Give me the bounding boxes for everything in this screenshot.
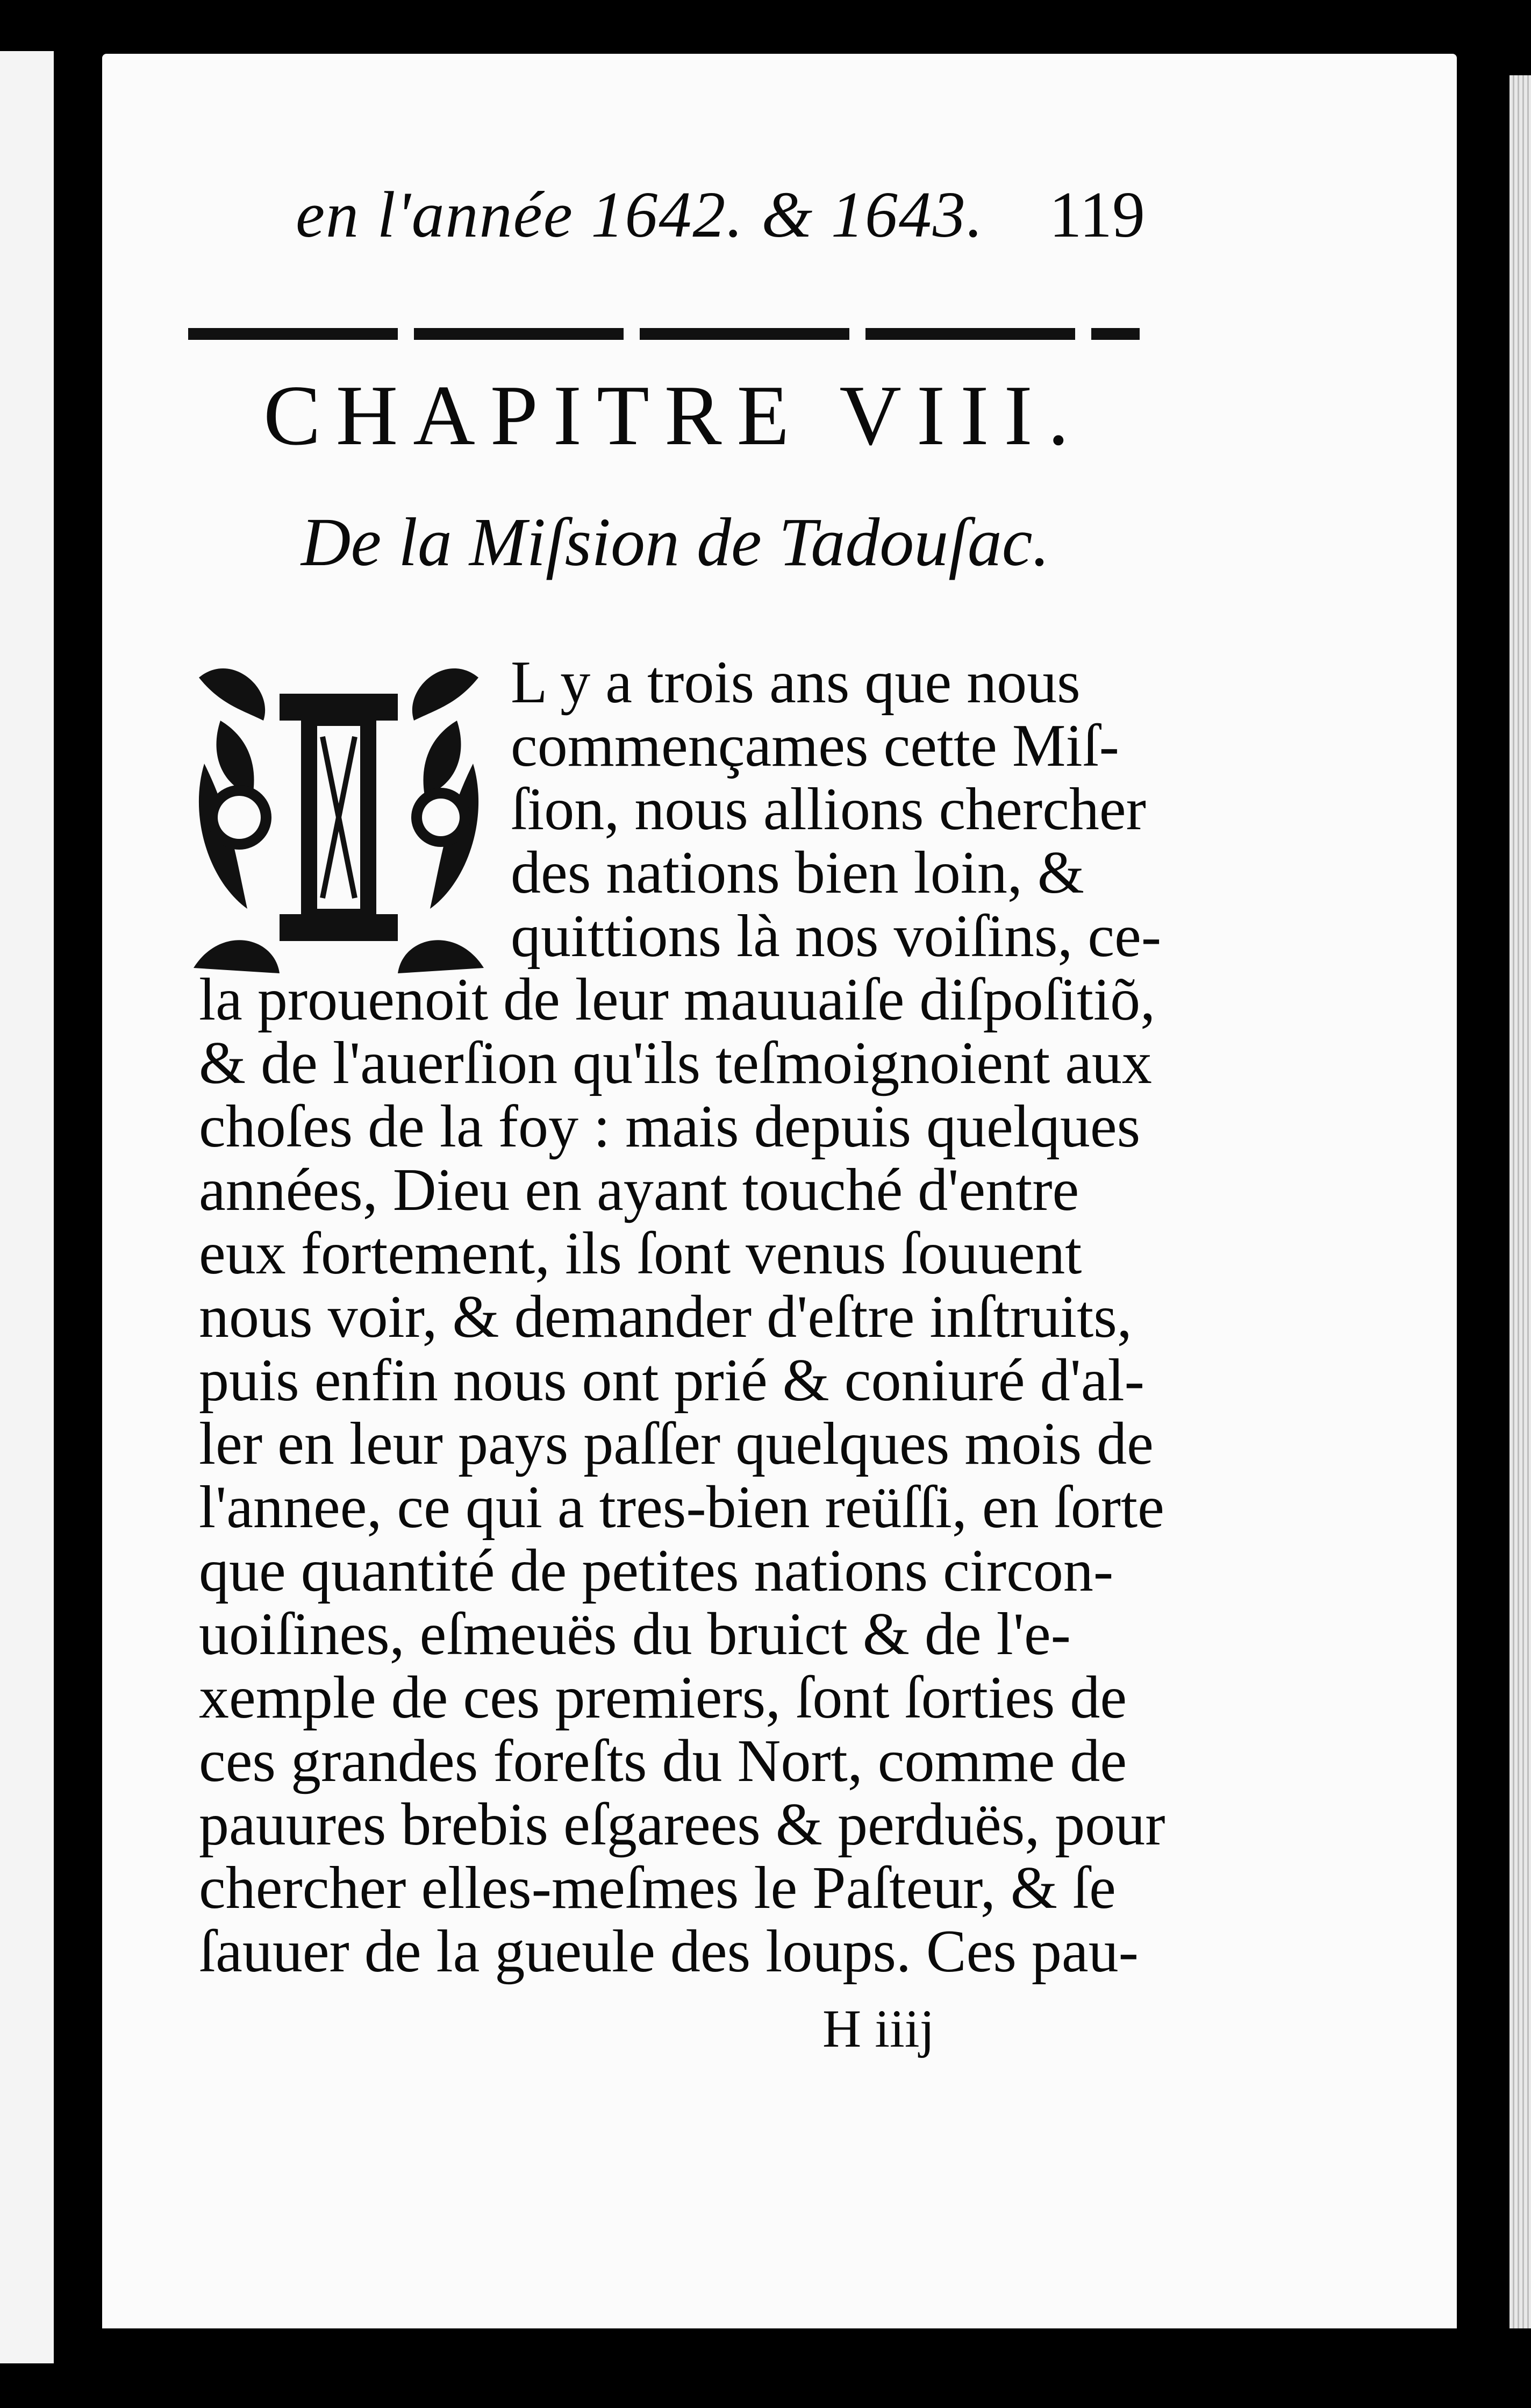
text-line: la prouenoit de leur mauuaiſe diſpoſitiõ, — [199, 966, 1156, 1033]
text-line: puis enfin nous ont prié & coniuré d'al- — [199, 1347, 1144, 1414]
signature-mark: H iiij — [822, 1999, 935, 2058]
text-line: quittions là nos voiſins, ce- — [511, 903, 1162, 970]
text-line: eux fortement, ils ſont venus ſouuent — [199, 1220, 1082, 1287]
text-line: xemple de ces premiers, ſont ſorties de — [199, 1664, 1127, 1731]
running-head — [199, 177, 1145, 269]
text-line: l'annee, ce qui a tres-bien reüſſi, en ſorte — [199, 1474, 1164, 1541]
page-number: 119 — [1049, 179, 1145, 251]
chapter-subtitle: De la Miſsion de Tadouſac. — [301, 504, 1050, 580]
text-line: & de l'auerſion qu'ils teſmoignoient aux — [199, 1030, 1152, 1096]
text-line: que quantité de petites nations circon- — [199, 1537, 1114, 1604]
page-stack-edge — [1509, 75, 1531, 2328]
body-text — [199, 649, 1165, 1985]
text-line: nous voir, & demander d'eſtre inſtruits, — [199, 1284, 1132, 1350]
text-line: pauures brebis eſgarees & perduës, pour — [199, 1791, 1165, 1858]
text-line: choſes de la foy : mais depuis quelques — [199, 1093, 1141, 1160]
text-line: ſauuer de la gueule des loups. Ces pau- — [199, 1918, 1139, 1985]
text-line: L y a trois ans que nous — [511, 649, 1081, 716]
text-line: commençames cette Miſ- — [511, 713, 1119, 779]
previous-page-edge — [0, 51, 54, 2363]
text-line: années, Dieu en ayant touché d'entre — [199, 1157, 1079, 1223]
running-head-title: en l'année 1642. & 1643. — [296, 179, 984, 251]
text-line: ler en leur pays paſſer quelques mois de — [199, 1410, 1154, 1477]
header-rule — [188, 328, 1140, 340]
text-line: des nations bien loin, & — [511, 839, 1085, 906]
text-line: uoiſines, eſmeuës du bruict & de l'e- — [199, 1601, 1071, 1668]
text-line: chercher elles-meſmes le Paſteur, & ſe — [199, 1855, 1116, 1921]
text-line: ces grandes foreſts du Nort, comme de — [199, 1728, 1127, 1794]
chapter-title: CHAPITRE VIII. — [263, 367, 1084, 463]
text-line: ſion, nous allions chercher — [511, 776, 1146, 843]
